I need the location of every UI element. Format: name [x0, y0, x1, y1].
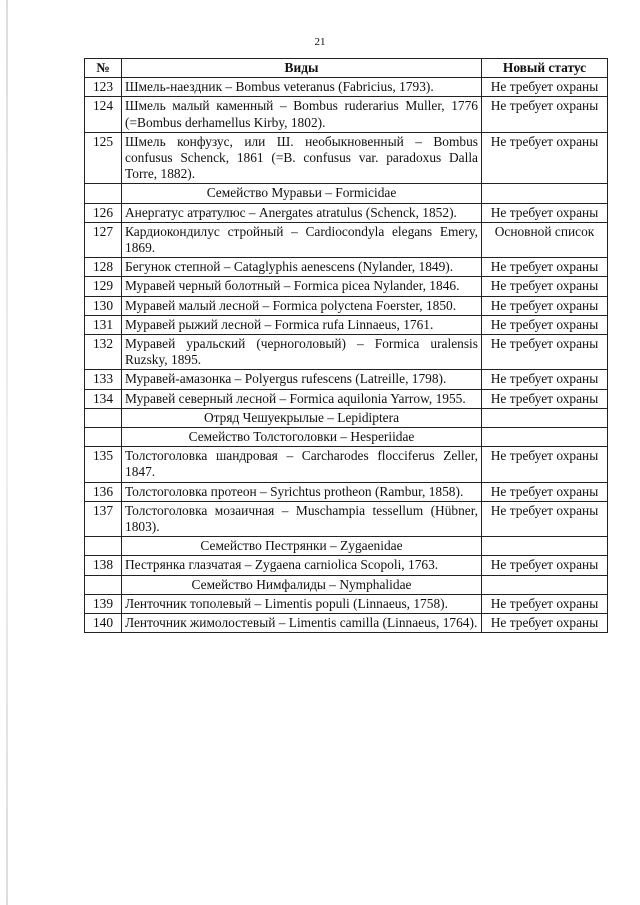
species-status: Не требует охраны: [482, 78, 608, 97]
species-row: [85, 296, 608, 315]
group-number-cell: [85, 537, 122, 556]
group-status-cell: [482, 575, 608, 594]
taxon-group-row: [85, 537, 608, 556]
species-status: Не требует охраны: [482, 614, 608, 633]
species-number: 126: [85, 203, 122, 222]
species-status-table: [84, 58, 608, 633]
species-row: [85, 370, 608, 389]
species-name: Муравей северный лесной – Formica aquilonia Yarrow, 1955.: [122, 389, 482, 408]
species-status: Не требует охраны: [482, 132, 608, 184]
species-name: Анергатус атратулюс – Anergates atratulus (Schenck, 1852).: [122, 203, 482, 222]
group-title: Семейство Муравьи – Formicidae: [122, 184, 482, 203]
species-name: Кардиокондилус стройный – Cardiocondyla elegans Emery, 1869.: [122, 222, 482, 257]
species-name: Шмель малый каменный – Bombus ruderarius Muller, 1776 (=Bombus derhamellus Kirby, 1802).: [122, 97, 482, 132]
page-number: 21: [314, 36, 326, 48]
species-name: Толстоголовка шандровая – Carcharodes flocciferus Zeller, 1847.: [122, 447, 482, 482]
species-name: Муравей черный болотный – Formica picea Nylander, 1846.: [122, 277, 482, 296]
species-status: Не требует охраны: [482, 370, 608, 389]
group-number-cell: [85, 184, 122, 203]
species-status: Не требует охраны: [482, 556, 608, 575]
species-name: Муравей-амазонка – Polyergus rufescens (Latreille, 1798).: [122, 370, 482, 389]
species-number: 139: [85, 594, 122, 613]
species-status: Не требует охраны: [482, 389, 608, 408]
species-name: Бегунок степной – Cataglyphis aenescens (Nylander, 1849).: [122, 258, 482, 277]
species-number: 124: [85, 97, 122, 132]
species-status: Не требует охраны: [482, 296, 608, 315]
species-number: 134: [85, 389, 122, 408]
scan-edge-shadow: [6, 0, 8, 905]
group-status-cell: [482, 537, 608, 556]
group-title: Отряд Чешуекрылые – Lepidiptera: [122, 408, 482, 427]
group-status-cell: [482, 408, 608, 427]
species-row: [85, 594, 608, 613]
species-name: Ленточник жимолостевый – Limentis camilla (Linnaeus, 1764).: [122, 614, 482, 633]
species-number: 128: [85, 258, 122, 277]
species-row: [85, 335, 608, 370]
species-row: [85, 203, 608, 222]
taxon-group-row: [85, 408, 608, 427]
species-number: 123: [85, 78, 122, 97]
species-name: Толстоголовка мозаичная – Muschampia tessellum (Hübner, 1803).: [122, 501, 482, 536]
table-body: [85, 78, 608, 633]
species-status: Не требует охраны: [482, 97, 608, 132]
group-title: Семейство Толстоголовки – Hesperiidae: [122, 428, 482, 447]
species-number: 138: [85, 556, 122, 575]
species-status: Не требует охраны: [482, 482, 608, 501]
species-row: [85, 614, 608, 633]
species-status: Не требует охраны: [482, 315, 608, 334]
species-row: [85, 78, 608, 97]
species-row: [85, 389, 608, 408]
group-number-cell: [85, 575, 122, 594]
group-title: Семейство Нимфалиды – Nymphalidae: [122, 575, 482, 594]
species-name: Муравей рыжий лесной – Formica rufa Linnaeus, 1761.: [122, 315, 482, 334]
species-row: [85, 132, 608, 184]
species-name: Шмель конфузус, или Ш. необыкновенный – Bombus confusus Schenck, 1861 (=B. confusus var. paradoxus Dalla Torre, 1882).: [122, 132, 482, 184]
species-row: [85, 315, 608, 334]
taxon-group-row: [85, 428, 608, 447]
species-name: Шмель-наездник – Bombus veteranus (Fabricius, 1793).: [122, 78, 482, 97]
taxon-group-row: [85, 575, 608, 594]
taxon-group-row: [85, 184, 608, 203]
species-status: Не требует охраны: [482, 258, 608, 277]
species-number: 135: [85, 447, 122, 482]
species-number: 127: [85, 222, 122, 257]
species-number: 140: [85, 614, 122, 633]
species-status: Не требует охраны: [482, 501, 608, 536]
species-name: Толстоголовка протеон – Syrichtus protheon (Rambur, 1858).: [122, 482, 482, 501]
species-status: Не требует охраны: [482, 335, 608, 370]
species-status: Не требует охраны: [482, 447, 608, 482]
group-title: Семейство Пестрянки – Zygaenidae: [122, 537, 482, 556]
species-name: Муравей малый лесной – Formica polyctena Foerster, 1850.: [122, 296, 482, 315]
species-status: Не требует охраны: [482, 594, 608, 613]
species-number: 136: [85, 482, 122, 501]
species-name: Ленточник тополевый – Limentis populi (Linnaeus, 1758).: [122, 594, 482, 613]
header-species: Виды: [122, 59, 482, 78]
group-number-cell: [85, 428, 122, 447]
species-name: Пестрянка глазчатая – Zygaena carniolica Scopoli, 1763.: [122, 556, 482, 575]
group-status-cell: [482, 184, 608, 203]
species-name: Муравей уральский (черноголовый) – Formica uralensis Ruzsky, 1895.: [122, 335, 482, 370]
species-number: 137: [85, 501, 122, 536]
species-number: 132: [85, 335, 122, 370]
header-new-status: Новый статус: [482, 59, 608, 78]
species-row: [85, 97, 608, 132]
species-number: 133: [85, 370, 122, 389]
species-row: [85, 447, 608, 482]
header-number: №: [85, 59, 122, 78]
species-row: [85, 556, 608, 575]
species-row: [85, 277, 608, 296]
species-row: [85, 501, 608, 536]
species-number: 129: [85, 277, 122, 296]
species-status: Основной список: [482, 222, 608, 257]
group-status-cell: [482, 428, 608, 447]
species-number: 125: [85, 132, 122, 184]
table-header-row: [85, 59, 608, 78]
species-row: [85, 482, 608, 501]
species-number: 130: [85, 296, 122, 315]
species-status: Не требует охраны: [482, 277, 608, 296]
group-number-cell: [85, 408, 122, 427]
species-row: [85, 258, 608, 277]
species-status: Не требует охраны: [482, 203, 608, 222]
species-row: [85, 222, 608, 257]
species-number: 131: [85, 315, 122, 334]
